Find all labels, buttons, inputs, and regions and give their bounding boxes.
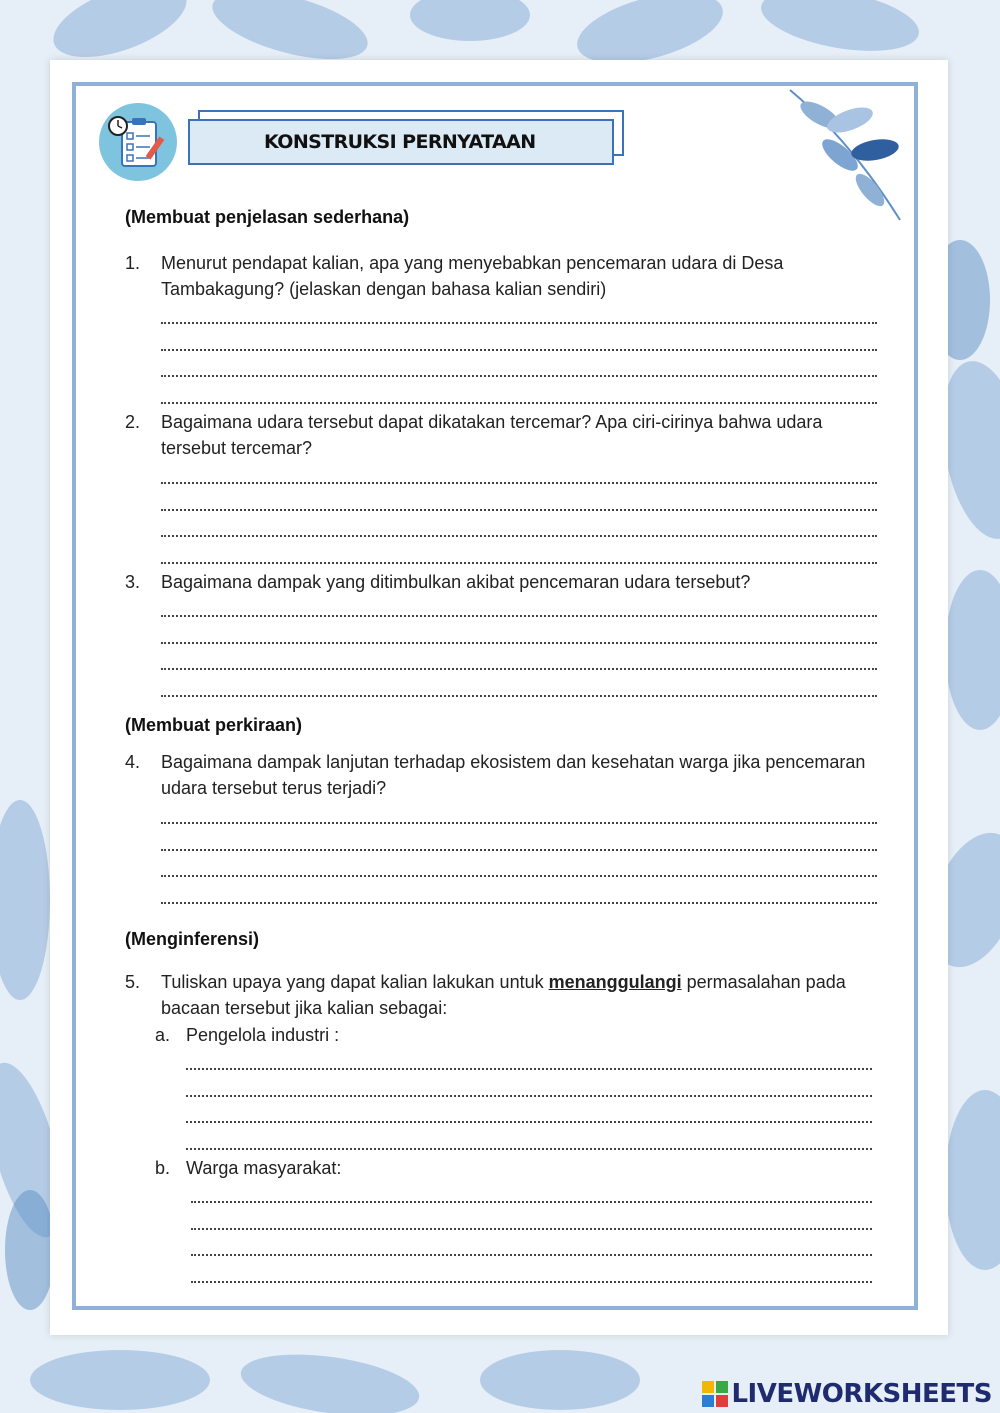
question-number: 2. xyxy=(125,412,141,432)
answer-line[interactable] xyxy=(186,1083,872,1097)
sub-item-letter: a. xyxy=(155,1025,171,1045)
answer-line[interactable] xyxy=(161,470,877,484)
answer-line[interactable] xyxy=(161,363,877,377)
sub-item-letter: b. xyxy=(155,1158,171,1178)
answer-line[interactable] xyxy=(161,863,877,877)
answer-line[interactable] xyxy=(191,1189,872,1203)
answer-line[interactable] xyxy=(161,310,877,324)
sub-item-label: Warga masyarakat: xyxy=(186,1158,342,1178)
question-text: Bagaimana dampak lanjutan terhadap ekosistem dan kesehatan warga jika pencemaran udara tersebut terus terjadi? xyxy=(161,752,866,798)
question-number: 1. xyxy=(125,253,141,273)
answer-line[interactable] xyxy=(161,683,877,697)
question-number: 3. xyxy=(125,572,141,592)
section-heading: (Menginferensi) xyxy=(125,929,260,949)
answer-line[interactable] xyxy=(161,390,877,404)
answer-line[interactable] xyxy=(191,1242,872,1256)
emphasis-word: menanggulangi xyxy=(548,972,682,992)
brand-name: LIVEWORKSHEETS xyxy=(731,1379,992,1409)
question-text xyxy=(161,969,881,1021)
question-number: 4. xyxy=(125,752,141,772)
answer-line[interactable] xyxy=(186,1109,872,1123)
question-number: 5. xyxy=(125,972,141,992)
answer-line[interactable] xyxy=(161,810,877,824)
answer-line[interactable] xyxy=(186,1136,872,1150)
answer-line[interactable] xyxy=(161,550,877,564)
question-text-part: permasalahan pada bacaan tersebut jika kalian sebagai: xyxy=(161,972,846,1018)
liveworksheets-logo xyxy=(702,1378,992,1410)
answer-line[interactable] xyxy=(161,630,877,644)
answer-line[interactable] xyxy=(161,523,877,537)
checklist-clock-icon xyxy=(98,102,178,182)
answer-line[interactable] xyxy=(191,1216,872,1230)
question-text: Menurut pendapat kalian, apa yang menyebabkan pencemaran udara di Desa Tambakagung? (jelaskan dengan bahasa kalian sendiri) xyxy=(161,253,784,299)
leaf-decoration xyxy=(780,80,910,230)
sub-item-label: Pengelola industri : xyxy=(186,1025,340,1045)
answer-line[interactable] xyxy=(161,656,877,670)
question-text: Bagaimana dampak yang ditimbulkan akibat pencemaran udara tersebut? xyxy=(161,572,751,592)
section-heading: (Membuat perkiraan) xyxy=(125,715,303,735)
answer-line[interactable] xyxy=(161,837,877,851)
page-title: KONSTRUKSI PERNYATAAN xyxy=(188,119,614,165)
liveworksheets-logo-icon xyxy=(702,1381,728,1407)
question-text: Bagaimana udara tersebut dapat dikatakan tercemar? Apa ciri-cirinya bahwa udara tersebut tercemar? xyxy=(161,412,823,458)
answer-line[interactable] xyxy=(191,1269,872,1283)
answer-line[interactable] xyxy=(161,337,877,351)
answer-line[interactable] xyxy=(161,497,877,511)
answer-line[interactable] xyxy=(161,890,877,904)
question-text-part: Tuliskan upaya yang dapat kalian lakukan untuk xyxy=(161,972,549,992)
answer-line[interactable] xyxy=(186,1056,872,1070)
section-heading: (Membuat penjelasan sederhana) xyxy=(125,207,410,227)
answer-line[interactable] xyxy=(161,603,877,617)
